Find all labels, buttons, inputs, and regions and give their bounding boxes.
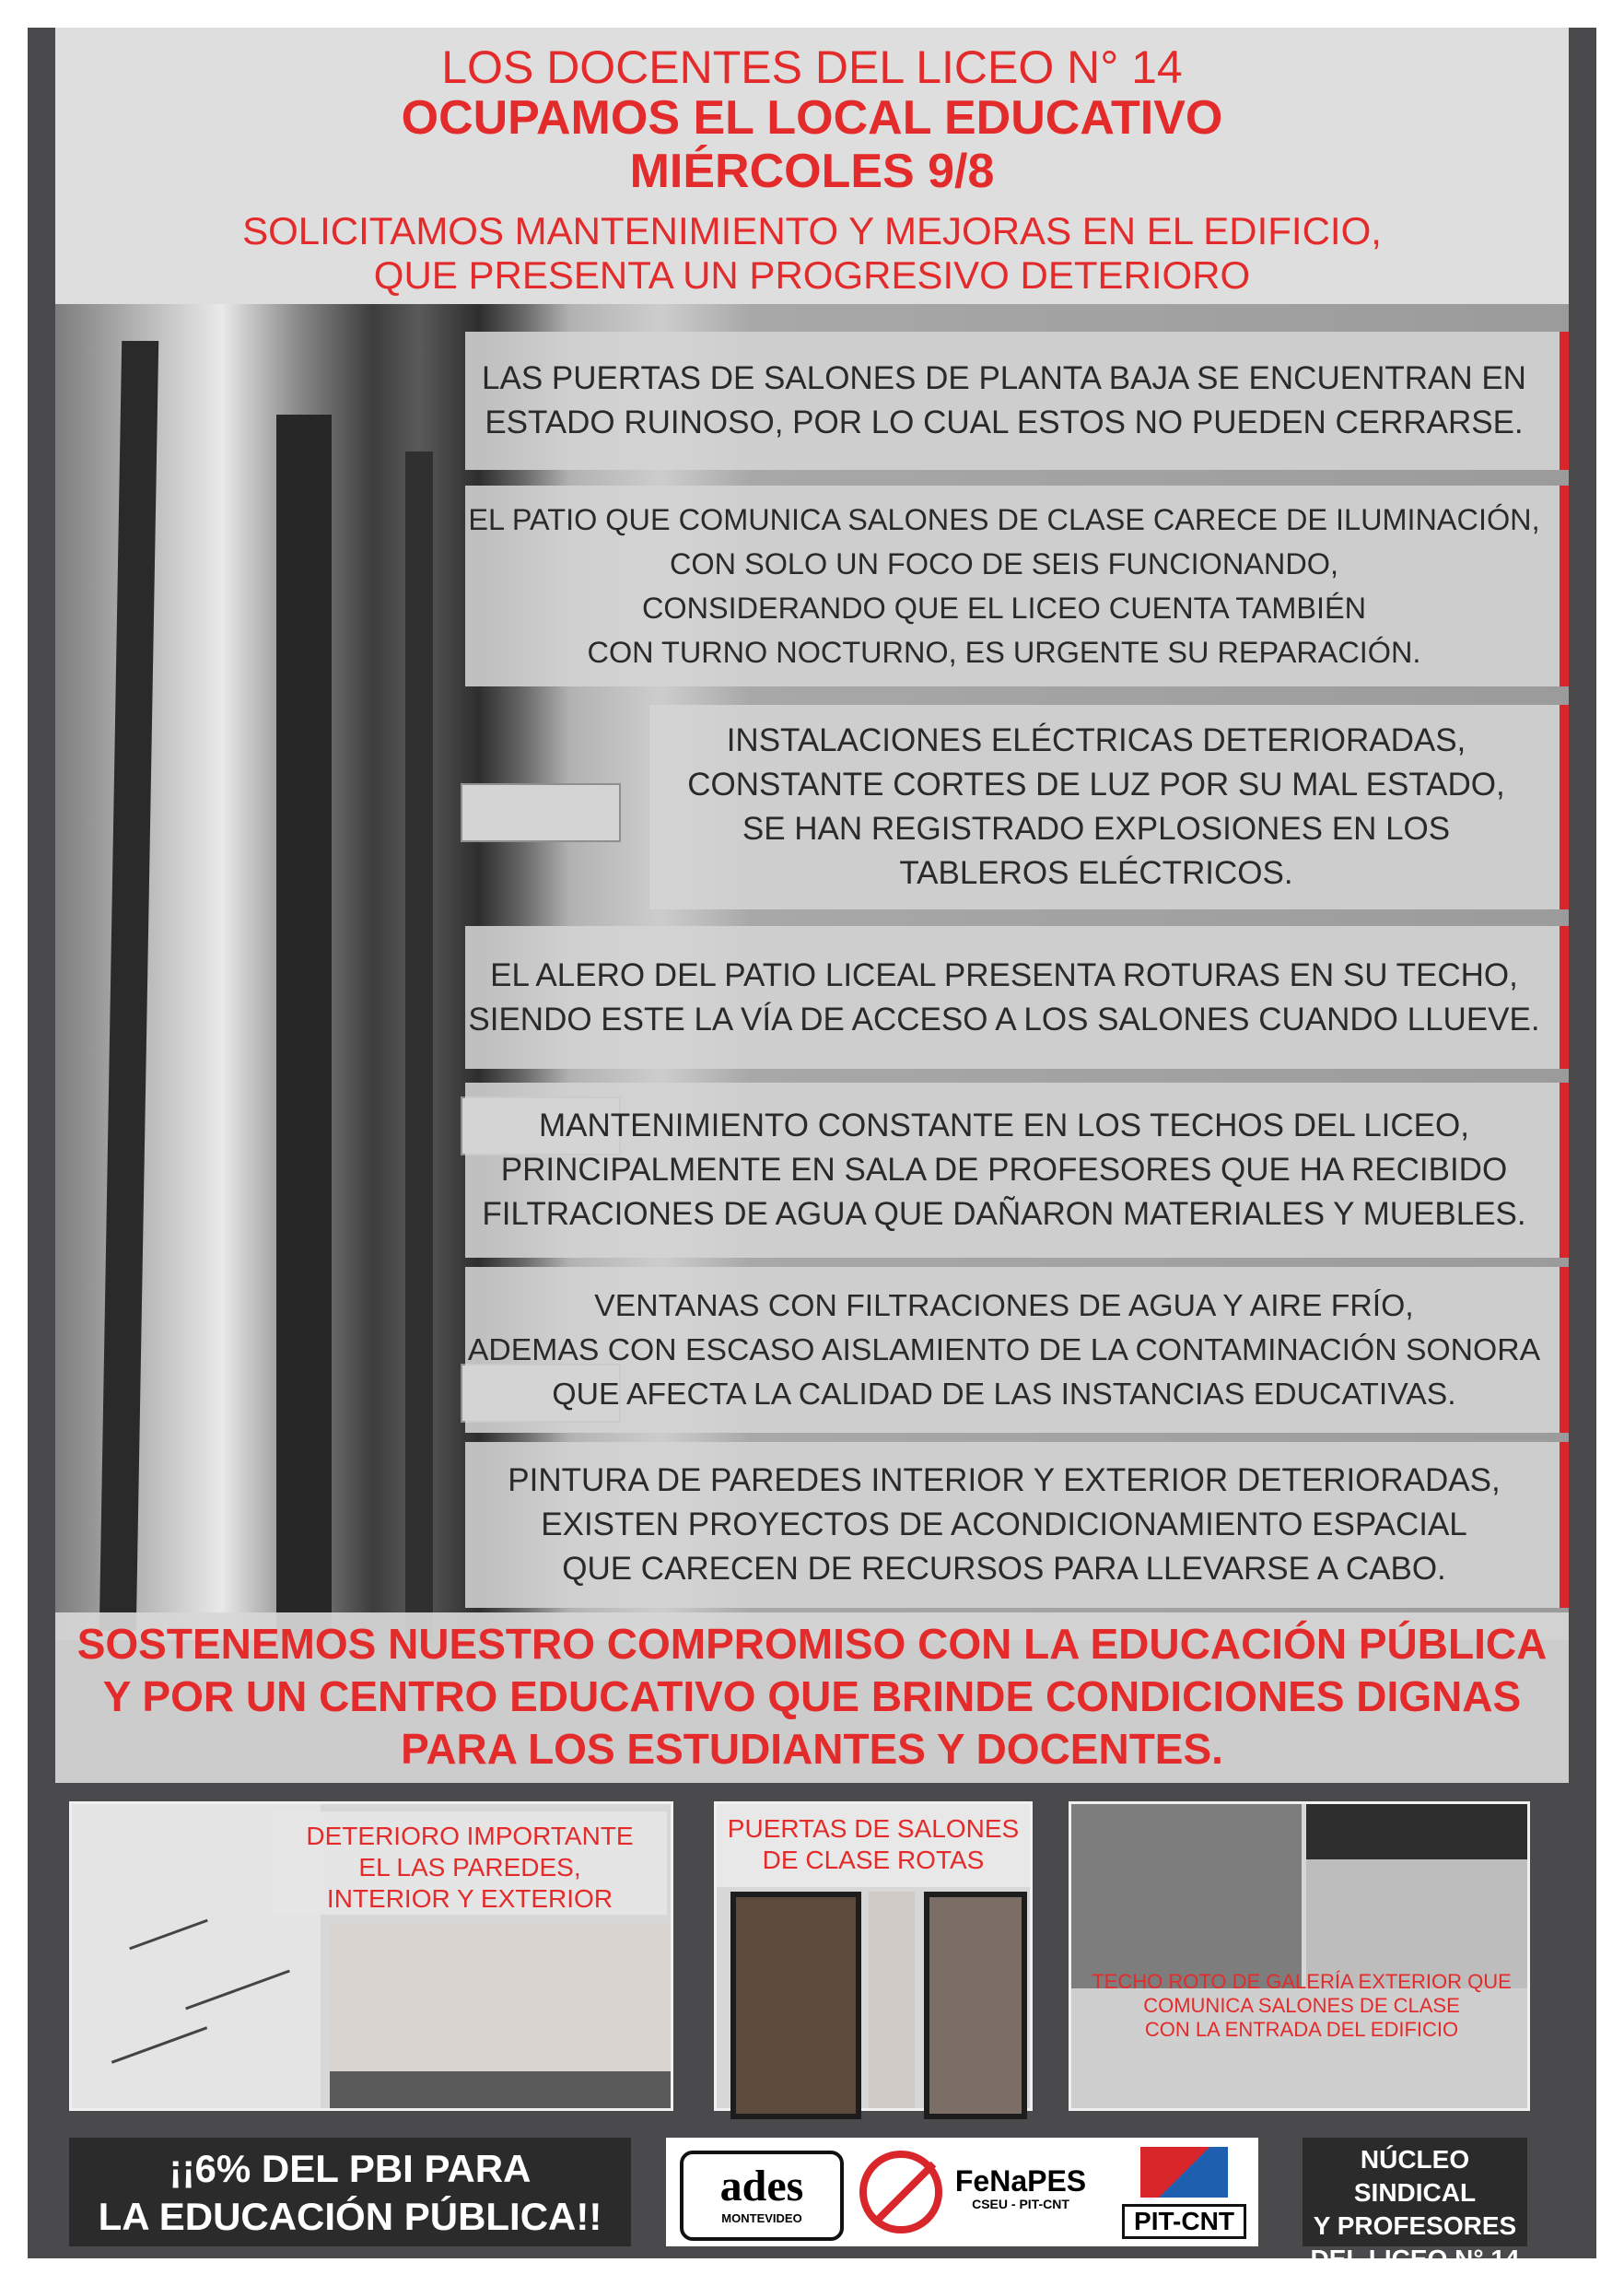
issue-line: CONSTANTE CORTES DE LUZ POR SU MAL ESTADO,: [687, 767, 1505, 803]
issue-line: FILTRACIONES DE AGUA QUE DAÑARON MATERIALES Y MUEBLES.: [482, 1196, 1526, 1232]
issue-box: [465, 1267, 1569, 1433]
door-photo: [730, 1892, 861, 2119]
header-line-1: LOS DOCENTES DEL LICEO N° 14: [441, 41, 1183, 93]
ades-logo-subtext: MONTEVIDEO: [721, 2211, 802, 2225]
header-line-5: QUE PRESENTA UN PROGRESIVO DETERIORO: [373, 253, 1251, 297]
issue-line: LAS PUERTAS DE SALONES DE PLANTA BAJA SE ENCUENTRAN EN: [482, 360, 1526, 396]
issue-line: INSTALACIONES ELÉCTRICAS DETERIORADAS,: [726, 722, 1466, 758]
window-strip: [330, 2071, 671, 2108]
issue-line: TABLEROS ELÉCTRICOS.: [899, 855, 1293, 891]
issue-line: EL ALERO DEL PATIO LICEAL PRESENTA ROTURAS EN SU TECHO,: [490, 956, 1518, 993]
ades-logo-text: ades: [719, 2162, 804, 2210]
issue-text: [465, 498, 1543, 674]
poster: [28, 28, 1596, 2273]
pitcnt-logo-text: PIT-CNT: [1122, 2204, 1246, 2239]
banner-line: ¡¡6% DEL PBI PARA: [169, 2147, 532, 2190]
issue-box: [649, 705, 1569, 909]
issue-line: CONSIDERANDO QUE EL LICEO CUENTA TAMBIÉN: [641, 592, 1367, 625]
fenapes-emblem-icon: [859, 2151, 942, 2233]
slogan-line: Y POR UN CENTRO EDUCATIVO QUE BRINDE CONDICIONES DIGNAS: [102, 1672, 1522, 1720]
photo-plank: [461, 783, 621, 842]
wall-photo: [869, 1892, 915, 2108]
caption-line: EL LAS PAREDES,: [358, 1853, 581, 1882]
issue-line: SE HAN REGISTRADO EXPLOSIONES EN LOS: [742, 811, 1451, 847]
issue-line: EL PATIO QUE COMUNICA SALONES DE CLASE CARECE DE ILUMINACIÓN,: [468, 503, 1540, 536]
building-photo: [1306, 1859, 1527, 1988]
photo-frame: [99, 341, 158, 1631]
caption-line: PUERTAS DE SALONES: [727, 1814, 1020, 1843]
nucleo-line: Y PROFESORES: [1313, 2211, 1517, 2240]
header: [55, 28, 1569, 304]
issue-box: [465, 332, 1569, 470]
caption-line: COMUNICA SALONES DE CLASE: [1143, 1994, 1460, 2017]
issue-line: EXISTEN PROYECTOS DE ACONDICIONAMIENTO ESPACIAL: [541, 1506, 1467, 1542]
issue-line: SIENDO ESTE LA VÍA DE ACCESO A LOS SALONES CUANDO LLUEVE.: [468, 1001, 1540, 1037]
fenapes-logo-subtext: CSEU - PIT-CNT: [972, 2197, 1069, 2211]
issue-text: [465, 1459, 1543, 1591]
photo-frame: [276, 415, 332, 1640]
ades-logo: [680, 2151, 844, 2241]
caption-line: INTERIOR Y EXTERIOR: [326, 1884, 613, 1913]
issue-line: QUE AFECTA LA CALIDAD DE LAS INSTANCIAS EDUCATIVAS.: [552, 1377, 1456, 1412]
issue-line: ADEMAS CON ESCASO AISLAMIENTO DE LA CONTAMINACIÓN SONORA: [467, 1332, 1541, 1367]
issue-box: [465, 486, 1569, 686]
roof-photo: [1306, 1804, 1527, 1859]
header-line-4: SOLICITAMOS MANTENIMIENTO Y MEJORAS EN EL EDIFICIO,: [242, 209, 1382, 252]
issue-line: PRINCIPALMENTE EN SALA DE PROFESORES QUE HA RECIBIDO: [500, 1152, 1508, 1188]
photo-roof: [1069, 1801, 1530, 2111]
nucleo-line: DEL LICEO N° 14: [1310, 2245, 1520, 2273]
fenapes-emblem-slash: [875, 2162, 936, 2222]
nucleo-sindical: [1303, 2138, 1527, 2273]
nucleo-line: NÚCLEO SINDICAL: [1353, 2145, 1477, 2207]
caption-line: DETERIORO IMPORTANTE: [306, 1822, 634, 1850]
issue-line: QUE CARECEN DE RECURSOS PARA LLEVARSE A CABO.: [562, 1551, 1446, 1587]
fenapes-logo-text: FeNaPES: [954, 2164, 1087, 2198]
issue-line: CON SOLO UN FOCO DE SEIS FUNCIONANDO,: [670, 547, 1338, 580]
issue-text: [465, 954, 1543, 1042]
photo-caption: [1090, 1970, 1513, 2042]
banner-line: LA EDUCACIÓN PÚBLICA!!: [98, 2195, 602, 2238]
issue-text: [649, 719, 1543, 896]
pbi-banner: [69, 2138, 631, 2246]
header-line-2: OCUPAMOS EL LOCAL EDUCATIVO: [401, 91, 1223, 145]
pitcnt-emblem-icon: [1140, 2147, 1228, 2198]
photo-frame: [405, 451, 433, 1640]
issue-box: [465, 1442, 1569, 1608]
photo-walls: [69, 1801, 673, 2111]
issue-line: VENTANAS CON FILTRACIONES DE AGUA Y AIRE FRÍO,: [594, 1288, 1414, 1323]
slogan-line: SOSTENEMOS NUESTRO COMPROMISO CON LA EDUCACIÓN PÚBLICA: [76, 1620, 1548, 1668]
issue-line: MANTENIMIENTO CONSTANTE EN LOS TECHOS DEL LICEO,: [539, 1108, 1469, 1143]
issue-line: PINTURA DE PAREDES INTERIOR Y EXTERIOR DETERIORADAS,: [508, 1462, 1501, 1498]
issue-text: [465, 1104, 1543, 1237]
issue-line: ESTADO RUINOSO, POR LO CUAL ESTOS NO PUEDEN CERRARSE.: [485, 404, 1524, 440]
pitcnt-logo: [1122, 2147, 1246, 2237]
union-logos: [666, 2138, 1258, 2246]
issue-text: [465, 357, 1543, 445]
tree-photo: [1071, 1804, 1302, 1988]
door-photo: [924, 1892, 1027, 2119]
caption-line: CON LA ENTRADA DEL EDIFICIO: [1144, 2018, 1459, 2041]
issue-text: [465, 1284, 1543, 1416]
slogan-line: PARA LOS ESTUDIANTES Y DOCENTES.: [401, 1725, 1223, 1773]
issue-box: [465, 1083, 1569, 1258]
caption-line: DE CLASE ROTAS: [762, 1846, 985, 1874]
photo-doors: [714, 1801, 1033, 2111]
header-line-3: MIÉRCOLES 9/8: [629, 145, 995, 198]
issue-line: CON TURNO NOCTURNO, ES URGENTE SU REPARACIÓN.: [587, 636, 1421, 669]
caption-line: TECHO ROTO DE GALERÍA EXTERIOR QUE: [1092, 1970, 1512, 1993]
photo-caption: [273, 1821, 667, 1915]
slogan: [55, 1612, 1569, 1783]
issue-box: [465, 926, 1569, 1069]
fenapes-logo: [952, 2165, 1090, 2211]
photo-caption: [717, 1813, 1030, 1876]
